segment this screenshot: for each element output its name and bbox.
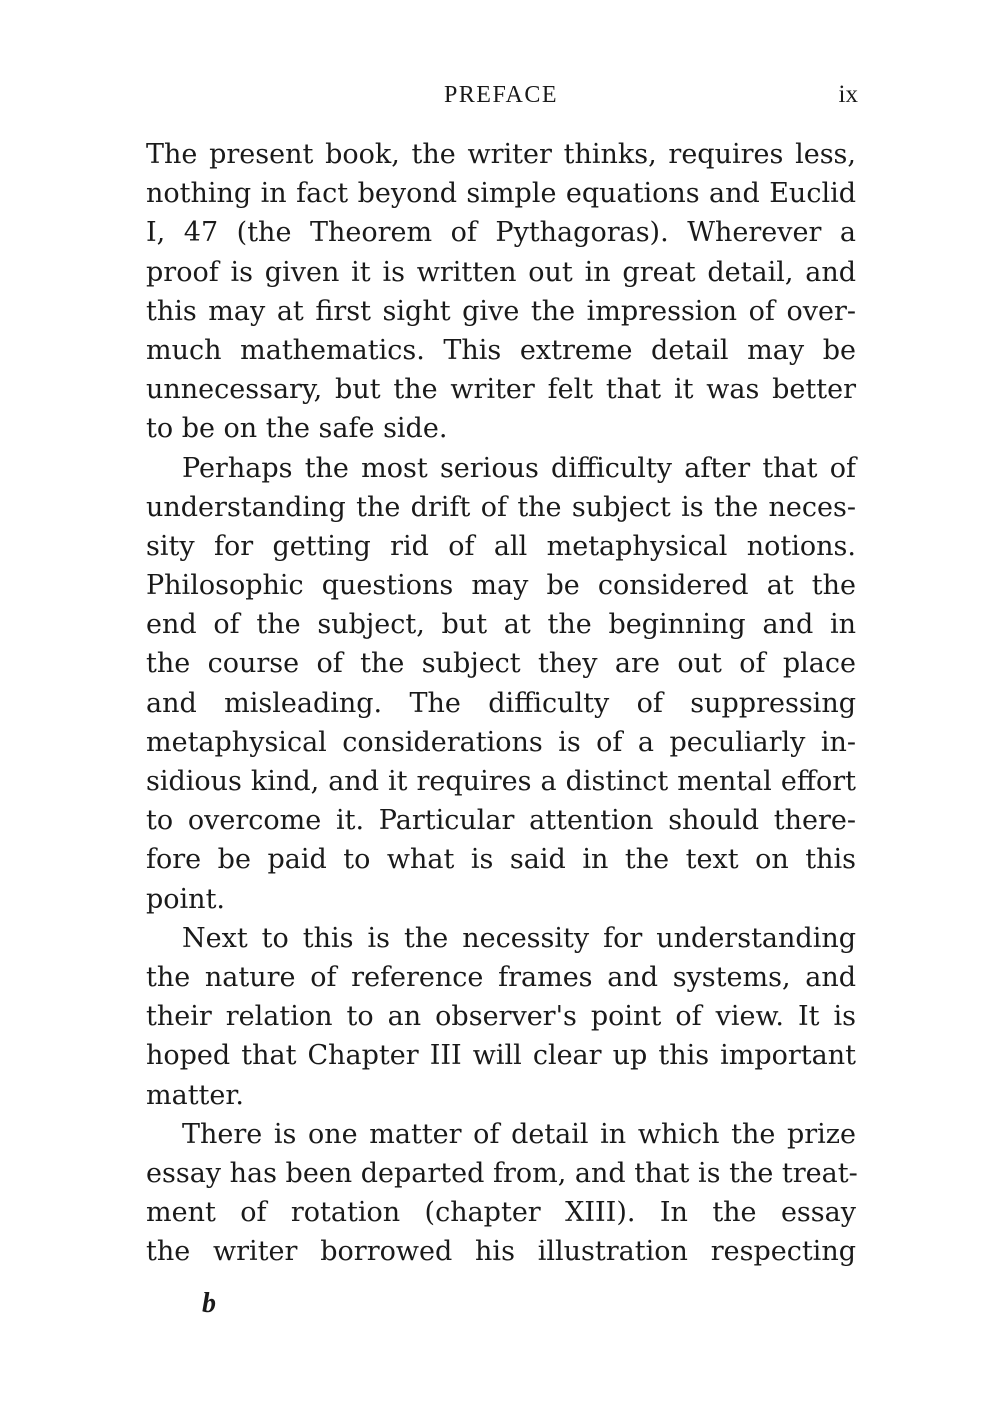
running-title: PREFACE — [443, 82, 559, 108]
text-line: sity for getting rid of all metaphysical notions. — [146, 530, 856, 562]
text-line: the nature of reference frames and systems, and — [146, 961, 856, 993]
text-line: point. — [146, 883, 225, 915]
text-line: matter. — [146, 1079, 244, 1111]
text-line: unnecessary, but the writer felt that it was better — [146, 374, 856, 406]
text-line: the writer borrowed his illustration respecting — [146, 1236, 856, 1268]
text-line: understanding the drift of the subject is the neces- — [146, 491, 856, 523]
running-head — [146, 78, 856, 112]
text-line: essay has been departed from, and that is the treat- — [146, 1157, 858, 1189]
text-line: fore be paid to what is said in the text on this — [146, 844, 856, 876]
text-line: I, 47 (the Theorem of Pythagoras). Wherever a — [146, 217, 856, 249]
text-line: the course of the subject they are out of place — [146, 648, 856, 680]
text-line: proof is given it is written out in great detail, and — [146, 256, 856, 288]
body-text — [146, 135, 856, 1271]
page-number: ix — [838, 81, 858, 108]
text-line: much mathematics. This extreme detail may be — [146, 334, 856, 366]
text-line: sidious kind, and it requires a distinct mental effort — [146, 766, 856, 797]
text-line: Next to this is the necessity for understanding — [182, 922, 856, 954]
text-line: and misleading. The difficulty of suppressing — [146, 687, 856, 719]
text-line: metaphysical considerations is of a peculiarly in- — [146, 726, 856, 758]
text-line: this may at first sight give the impression of over- — [146, 295, 856, 327]
text-line: end of the subject, but at the beginning and in — [146, 609, 856, 641]
text-line: to overcome it. Particular attention should there- — [146, 805, 856, 837]
text-line: There is one matter of detail in which the prize — [182, 1118, 856, 1150]
text-line: Perhaps the most serious difficulty after that of — [182, 452, 856, 484]
text-line: nothing in fact beyond simple equations and Euclid — [146, 178, 856, 210]
signature-mark: b — [202, 1288, 216, 1319]
text-line: The present book, the writer thinks, requires less, — [146, 139, 856, 170]
text-line: to be on the safe side. — [146, 413, 448, 445]
text-line: their relation to an observer's point of view. It is — [146, 1001, 856, 1033]
text-line: ment of rotation (chapter XIII). In the essay — [146, 1197, 856, 1229]
text-line: hoped that Chapter III will clear up this important — [146, 1040, 856, 1072]
text-line: Philosophic questions may be considered at the — [146, 570, 856, 602]
